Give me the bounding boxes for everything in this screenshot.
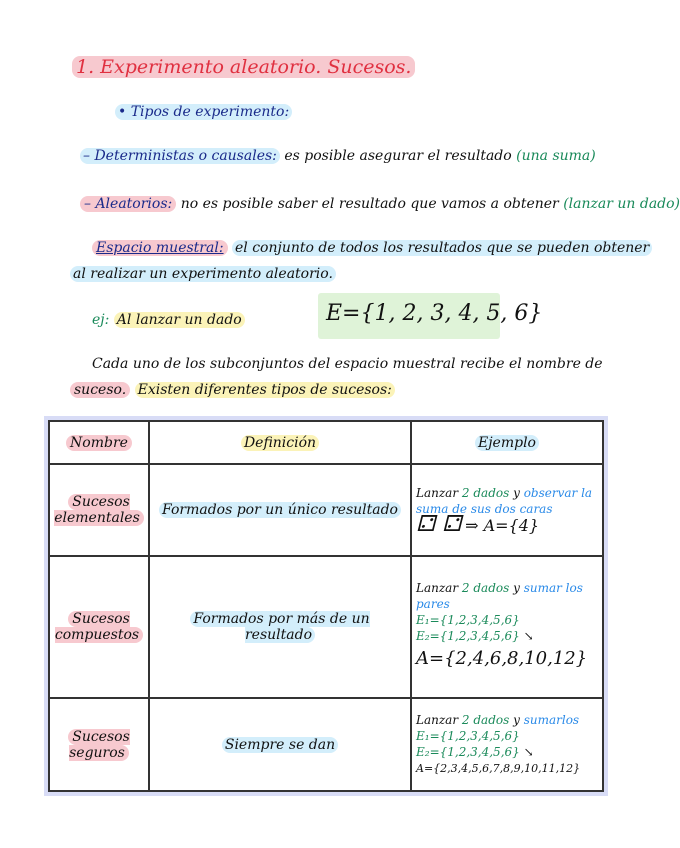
ex-b: 2 dados	[461, 486, 510, 500]
header-text: Definición	[241, 435, 319, 451]
row-name	[49, 698, 149, 791]
ex-a: Lanzar	[416, 581, 459, 595]
row-example: Lanzar 2 dados y sumar los pares E₁={1,2,3,4,5,6} E₂={1,2,3,4,5,6} ↘ A={2,4,6,8,10,12}	[411, 556, 603, 698]
subtitle-text: • Tipos de experimento:	[115, 104, 292, 120]
ale-text: no es posible saber el resultado que vamos a obtener	[180, 196, 559, 212]
row-def	[149, 464, 411, 556]
em-text1: el conjunto de todos los resultados que se pueden obtener	[232, 240, 652, 256]
header-text: Nombre	[66, 435, 132, 451]
dice-icon: ⚁ ⚁	[416, 512, 462, 537]
det-example: (una suma)	[516, 148, 596, 164]
table-header	[49, 421, 603, 464]
table-row	[49, 698, 603, 791]
ex-e2: E₂={1,2,3,4,5,6}	[416, 745, 520, 759]
espacio-line1	[92, 240, 652, 256]
row-example: Lanzar 2 dados y sumarlos E₁={1,2,3,4,5,6} E₂={1,2,3,4,5,6} ↘ A={2,3,4,5,6,7,8,9,10,11,12}	[411, 698, 603, 791]
table-row	[49, 464, 603, 556]
row-name	[49, 464, 149, 556]
ex-c: y	[513, 713, 520, 727]
ex-result: A={2,3,4,5,6,7,8,9,10,11,12}	[416, 762, 581, 775]
ex-d: sumarlos	[523, 713, 580, 727]
section-title	[72, 56, 415, 78]
ex-e1: E₁={1,2,3,4,5,6}	[416, 613, 520, 627]
def-text: Formados por un único resultado	[159, 502, 401, 518]
det-label: – Deterministas o causales:	[80, 148, 280, 164]
name-text: Sucesos elementales	[54, 494, 144, 526]
row-def	[149, 698, 411, 791]
header-text: Ejemplo	[475, 435, 539, 451]
sucesos-table	[48, 420, 604, 792]
header-ejemplo	[411, 421, 603, 464]
ex-result: ⇒ A={4}	[465, 516, 540, 535]
cada-line2	[70, 382, 395, 398]
ale-example: (lanzar un dado)	[563, 196, 680, 212]
title-text: 1. Experimento aleatorio. Sucesos.	[72, 56, 415, 78]
em-label: Espacio muestral:	[92, 240, 228, 256]
name-text: Sucesos compuestos	[55, 611, 143, 643]
table-row	[49, 556, 603, 698]
ej-line	[92, 312, 245, 328]
subtitle	[115, 104, 292, 120]
row-example	[411, 464, 603, 556]
ex-a: Lanzar	[416, 486, 459, 500]
header-nombre	[49, 421, 149, 464]
aleatorios-line	[80, 196, 680, 212]
ex-e1: E₁={1,2,3,4,5,6}	[416, 729, 520, 743]
ex-c: y	[513, 486, 520, 500]
header-definicion	[149, 421, 411, 464]
ej-label: ej:	[92, 312, 110, 328]
row-def	[149, 556, 411, 698]
det-text: es posible asegurar el resultado	[284, 148, 512, 164]
cada-text: Existen diferentes tipos de sucesos:	[135, 382, 395, 398]
ale-label: – Aleatorios:	[80, 196, 176, 212]
ex-d: observar la suma de sus dos caras	[416, 486, 593, 516]
ej-text: Al lanzar un dado	[114, 312, 245, 328]
sample-space-set: E={1, 2, 3, 4, 5, 6}	[326, 301, 543, 326]
ex-d: sumar los pares	[416, 581, 583, 611]
ex-e2: E₂={1,2,3,4,5,6}	[416, 629, 520, 643]
ex-result: A={2,4,6,8,10,12}	[416, 648, 588, 669]
espacio-line2	[70, 266, 336, 282]
ex-b: 2 dados	[461, 581, 510, 595]
def-text: Siempre se dan	[222, 737, 338, 753]
suceso-word: suceso.	[70, 382, 130, 398]
ex-a: Lanzar	[416, 713, 459, 727]
cada-line1: Cada uno de los subconjuntos del espacio muestral recibe el nombre de	[92, 356, 603, 372]
deterministas-line	[80, 148, 596, 164]
name-text: Sucesos seguros	[69, 728, 130, 761]
row-name	[49, 556, 149, 698]
def-text: Formados por más de un resultado	[190, 611, 369, 643]
em-text2: al realizar un experimento aleatorio.	[70, 266, 336, 282]
ex-b: 2 dados	[461, 713, 510, 727]
ex-c: y	[513, 581, 520, 595]
